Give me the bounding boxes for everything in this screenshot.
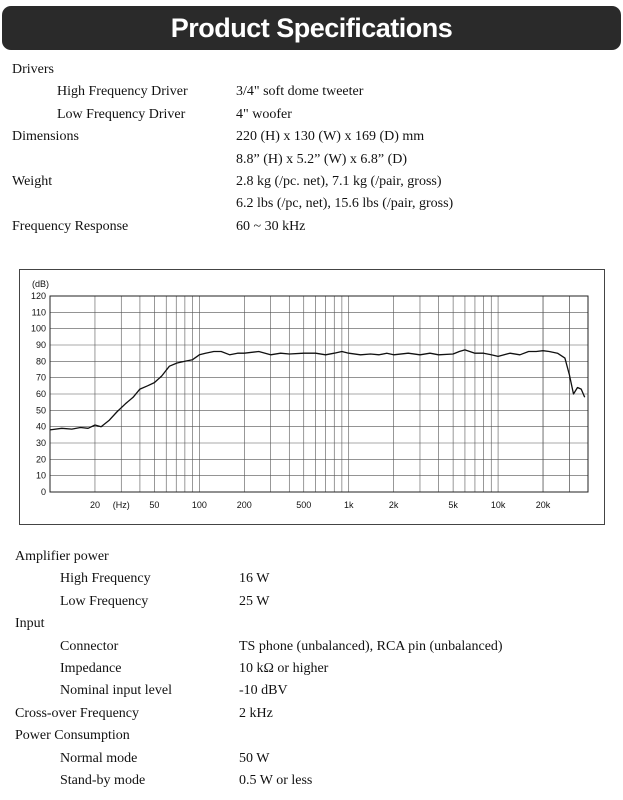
spec-value: 50 W — [239, 750, 270, 766]
spec-value: 16 W — [239, 571, 270, 587]
spec-value: 220 (H) x 130 (W) x 169 (D) mm — [236, 129, 425, 145]
spec-label: Weight — [12, 174, 53, 189]
y-tick-label: 90 — [35, 340, 46, 350]
y-tick-label: 120 — [30, 291, 46, 301]
y-axis-unit-label: (dB) — [32, 279, 50, 289]
spec-label: Drivers — [12, 62, 54, 77]
spec-value: 0.5 W or less — [239, 773, 313, 788]
spec-label: Dimensions — [12, 129, 79, 145]
chart-svg — [20, 270, 604, 524]
spec-value: 25 W — [239, 593, 270, 609]
title-banner — [2, 6, 621, 50]
spec-value: 2 kHz — [239, 705, 273, 721]
x-axis-unit-label: (Hz) — [112, 500, 130, 510]
y-tick-label: 30 — [35, 438, 46, 448]
page-title: Product Specifications — [170, 13, 453, 43]
spec-label: Cross-over Frequency — [15, 705, 140, 721]
x-tick-label: 20 — [89, 500, 100, 510]
spec-label: Power Consumption — [15, 728, 130, 744]
frequency-response-chart — [19, 269, 605, 525]
spec-label: High Frequency — [60, 571, 151, 587]
spec-value: 10 kΩ or higher — [239, 661, 329, 676]
x-tick-label: 10k — [490, 500, 506, 510]
spec-label: Frequency Response — [12, 218, 129, 234]
y-tick-label: 110 — [31, 307, 46, 318]
spec-value: 4" woofer — [236, 106, 292, 122]
spec-label: Nominal input level — [60, 683, 172, 699]
x-tick-label: 500 — [296, 500, 312, 510]
spec-label: Input — [15, 616, 45, 632]
spec-label: Connector — [60, 638, 119, 654]
spec-value: TS phone (unbalanced), RCA pin (unbalanced) — [239, 638, 503, 654]
spec-label: Stand-by mode — [60, 773, 146, 788]
spec-label: High Frequency Driver — [57, 84, 188, 100]
frequency-response-line — [50, 350, 585, 430]
y-tick-label: 10 — [35, 470, 46, 481]
y-tick-label: 100 — [30, 323, 46, 334]
y-tick-label: 50 — [35, 405, 46, 416]
spec-label: Low Frequency — [60, 593, 149, 609]
y-tick-label: 40 — [35, 421, 46, 432]
x-tick-label: 100 — [191, 500, 207, 510]
spec-value: 8.8” (H) x 5.2” (W) x 6.8” (D) — [236, 151, 408, 167]
spec-label: Amplifier power — [15, 549, 109, 564]
x-tick-label: 1k — [343, 500, 354, 510]
spec-label: Impedance — [60, 661, 122, 676]
spec-label: Low Frequency Driver — [57, 106, 186, 122]
spec-label: Normal mode — [60, 750, 138, 766]
spec-value: -10 dBV — [239, 683, 288, 699]
y-tick-label: 70 — [35, 372, 46, 383]
x-tick-label: 20k — [535, 500, 551, 510]
x-tick-label: 2k — [388, 500, 399, 510]
spec-value: 2.8 kg (/pc. net), 7.1 kg (/pair, gross) — [236, 174, 442, 189]
x-tick-label: 50 — [149, 500, 160, 510]
spec-value: 60 ~ 30 kHz — [236, 218, 306, 234]
spec-value: 6.2 lbs (/pc, net), 15.6 lbs (/pair, gross) — [236, 196, 454, 212]
y-tick-label: 20 — [35, 454, 46, 465]
y-tick-label: 80 — [35, 356, 46, 367]
x-tick-label: 200 — [236, 500, 252, 510]
x-tick-label: 5k — [448, 500, 458, 510]
y-tick-label: 60 — [35, 389, 46, 399]
spec-value: 3/4" soft dome tweeter — [236, 84, 364, 100]
y-tick-label: 0 — [40, 487, 46, 497]
